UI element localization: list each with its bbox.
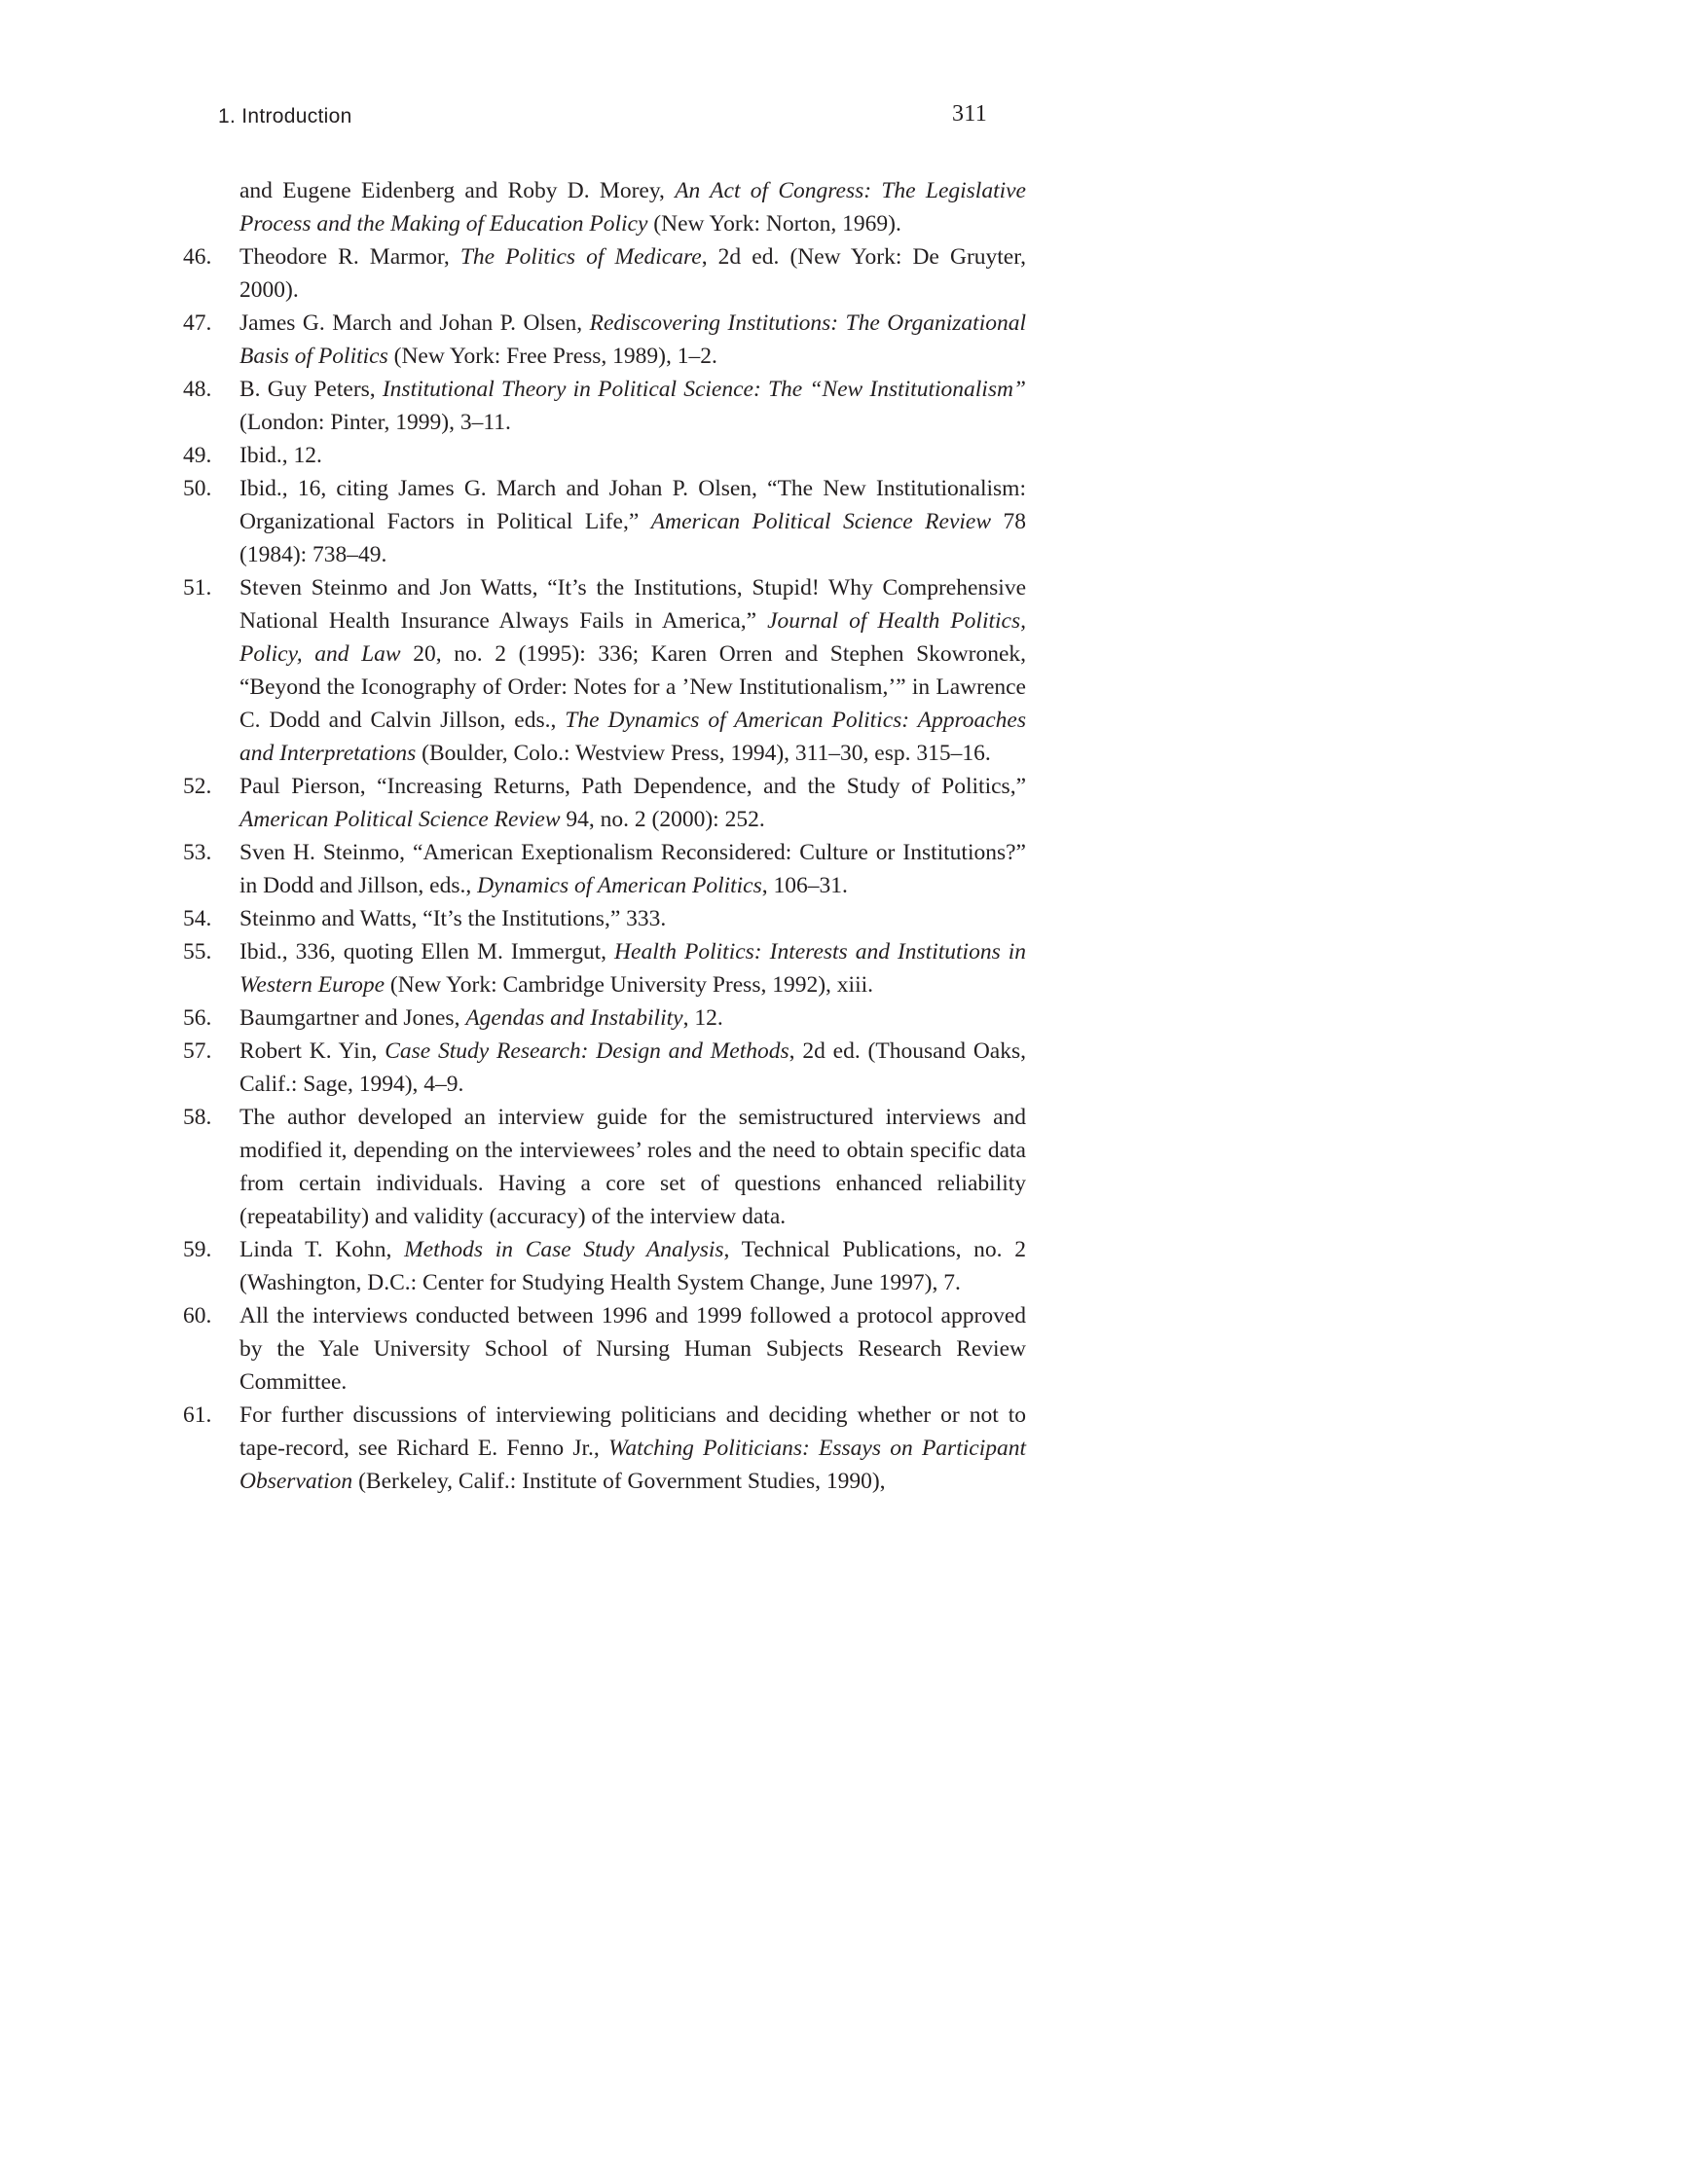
citation-text: Ibid., 12. — [239, 443, 322, 468]
endnote-number: 50. — [183, 476, 212, 501]
endnote-58 — [183, 1101, 1026, 1233]
citation-text: (Boulder, Colo.: Westview Press, 1994), 311–30, esp. 315–16. — [416, 741, 991, 766]
citation-text: (New York: Norton, 1969). — [647, 211, 901, 237]
endnote-60 — [183, 1299, 1026, 1399]
citation-text: B. Guy Peters, — [239, 377, 383, 402]
endnote-number: 61. — [183, 1402, 212, 1428]
citation-text: Ibid., 336, quoting Ellen M. Immergut, — [239, 939, 615, 965]
cited-title: Journal of Health Politics, Policy, and Law — [239, 608, 1026, 667]
endnote-48 — [183, 373, 1026, 439]
citation-text: Ibid., 16, citing James G. March and Johan P. Olsen, “The New Institutionalism: Organizational Factors in Political Life,” — [239, 476, 1026, 534]
citation-text: , 12. — [682, 1005, 723, 1031]
endnote-55 — [183, 935, 1026, 1001]
endnote-text — [239, 1038, 1026, 1097]
endnote-text — [239, 1237, 1026, 1295]
endnote-continuation — [183, 174, 1026, 240]
endnote-text — [239, 840, 1026, 898]
endnote-59 — [183, 1233, 1026, 1299]
citation-text: Steven Steinmo and Jon Watts, “It’s the Institutions, Stupid! Why Comprehensive National Health Insurance Always Fails in America,” — [239, 575, 1026, 634]
endnote-number: 48. — [183, 377, 212, 402]
endnote-number: 49. — [183, 443, 212, 468]
endnote-number: 58. — [183, 1105, 212, 1130]
citation-text: 78 (1984): 738–49. — [239, 509, 1026, 567]
cited-title: American Political Science Review — [239, 807, 561, 832]
endnote-49 — [183, 439, 1026, 472]
endnote-number: 60. — [183, 1303, 212, 1329]
citation-text: Sven H. Steinmo, “American Exeptionalism Reconsidered: Culture or Institutions?” in Dodd and Jillson, eds., — [239, 840, 1026, 898]
citation-text: Theodore R. Marmor, — [239, 244, 460, 270]
cited-title: The Politics of Medicare — [459, 244, 702, 270]
endnote-52 — [183, 770, 1026, 836]
endnote-47 — [183, 307, 1026, 373]
endnote-number: 53. — [183, 840, 212, 865]
citation-text: (New York: Free Press, 1989), 1–2. — [387, 344, 717, 369]
citation-text: Steinmo and Watts, “It’s the Institutions,” 333. — [239, 906, 667, 931]
endnote-text — [239, 244, 1026, 303]
endnote-text — [239, 1402, 1026, 1494]
citation-text: All the interviews conducted between 1996 and 1999 followed a protocol approved by the Yale University School of Nursing Human Subjects Research Review Committee. — [239, 1303, 1026, 1395]
endnote-54 — [183, 902, 1026, 935]
citation-text: 94, no. 2 (2000): 252. — [560, 807, 765, 832]
citation-text: James G. March and Johan P. Olsen, — [239, 310, 590, 336]
endnote-number: 54. — [183, 906, 212, 931]
endnote-text — [239, 575, 1026, 766]
cited-title: An Act of Congress: The Legislative Process and the Making of Education Policy — [239, 178, 1026, 237]
endnote-46 — [183, 240, 1026, 307]
endnote-number: 51. — [183, 575, 212, 601]
endnote-57 — [183, 1035, 1026, 1101]
endnote-53 — [183, 836, 1026, 902]
endnote-56 — [183, 1001, 1026, 1035]
cited-title: Watching Politicians: Essays on Participant Observation — [239, 1436, 1026, 1494]
citation-text: and Eugene Eidenberg and Roby D. Morey, — [239, 178, 676, 203]
endnote-text — [239, 476, 1026, 567]
page-number: 311 — [952, 101, 988, 127]
endnote-number: 47. — [183, 310, 212, 336]
endnote-number: 59. — [183, 1237, 212, 1262]
endnote-text — [239, 939, 1026, 998]
citation-text: Linda T. Kohn, — [239, 1237, 405, 1262]
citation-text: (Berkeley, Calif.: Institute of Government Studies, 1990), — [352, 1469, 886, 1494]
running-head — [218, 101, 997, 136]
endnote-61 — [183, 1399, 1026, 1498]
citation-text: For further discussions of interviewing politicians and deciding whether or not to tape-record, see Richard E. Fenno Jr., — [239, 1402, 1026, 1461]
citation-text: , 106–31. — [761, 873, 848, 898]
chapter-section-title: 1. Introduction — [218, 105, 352, 127]
citation-text: , 2d ed. (Thousand Oaks, Calif.: Sage, 1994), 4–9. — [239, 1038, 1027, 1097]
endnote-number: 52. — [183, 774, 212, 799]
citation-text: , 2d ed. (New York: De Gruyter, 2000). — [239, 244, 1026, 303]
cited-title: American Political Science Review — [650, 509, 992, 534]
cited-title: Agendas and Instability — [465, 1005, 683, 1031]
cited-title: Case Study Research: Design and Methods — [385, 1038, 789, 1064]
endnote-text — [239, 1105, 1026, 1229]
citation-text: The author developed an interview guide for the semistructured interviews and modified it, depending on the interviewees’ roles and the need to obtain specific data from certain individuals. Having a core set of questions enhanced reliability (repeatability) and validity (accuracy) of the interview data. — [239, 1105, 1026, 1229]
citation-text: Paul Pierson, “Increasing Returns, Path Dependence, and the Study of Politics,” — [239, 774, 1026, 799]
endnote-text — [239, 178, 1026, 237]
cited-title: Institutional Theory in Political Science: The “New Institutionalism” — [382, 377, 1027, 402]
endnote-number: 57. — [183, 1038, 212, 1064]
endnote-number: 56. — [183, 1005, 212, 1031]
citation-text: 20, no. 2 (1995): 336; Karen Orren and Stephen Skowronek, “Beyond the Iconography of Order: Notes for a ’New Institutionalism,’” in Lawrence C. Dodd and Calvin Jillson, eds., — [239, 641, 1026, 733]
citation-text: Robert K. Yin, — [239, 1038, 385, 1064]
citation-text: , Technical Publications, no. 2 (Washington, D.C.: Center for Studying Health System Change, June 1997), 7. — [239, 1237, 1026, 1295]
endnote-text — [239, 1005, 723, 1031]
cited-title: Dynamics of American Politics — [477, 873, 762, 898]
cited-title: Health Politics: Interests and Institutions in Western Europe — [239, 939, 1026, 998]
endnote-50 — [183, 472, 1026, 571]
endnote-text — [239, 906, 666, 931]
cited-title: Rediscovering Institutions: The Organizational Basis of Politics — [239, 310, 1026, 369]
citation-text: (London: Pinter, 1999), 3–11. — [239, 410, 511, 435]
endnote-text — [239, 377, 1026, 435]
endnote-51 — [183, 571, 1026, 770]
endnote-text — [239, 1303, 1026, 1395]
endnote-number: 46. — [183, 244, 212, 270]
endnote-text — [239, 443, 322, 468]
cited-title: The Dynamics of American Politics: Approaches and Interpretations — [239, 708, 1026, 766]
endnote-text — [239, 774, 1026, 832]
endnote-number: 55. — [183, 939, 212, 965]
citation-text: Baumgartner and Jones, — [239, 1005, 466, 1031]
endnote-text — [239, 310, 1026, 369]
endnotes-list — [183, 174, 1026, 1498]
cited-title: Methods in Case Study Analysis — [404, 1237, 724, 1262]
citation-text: (New York: Cambridge University Press, 1992), xiii. — [385, 972, 874, 998]
